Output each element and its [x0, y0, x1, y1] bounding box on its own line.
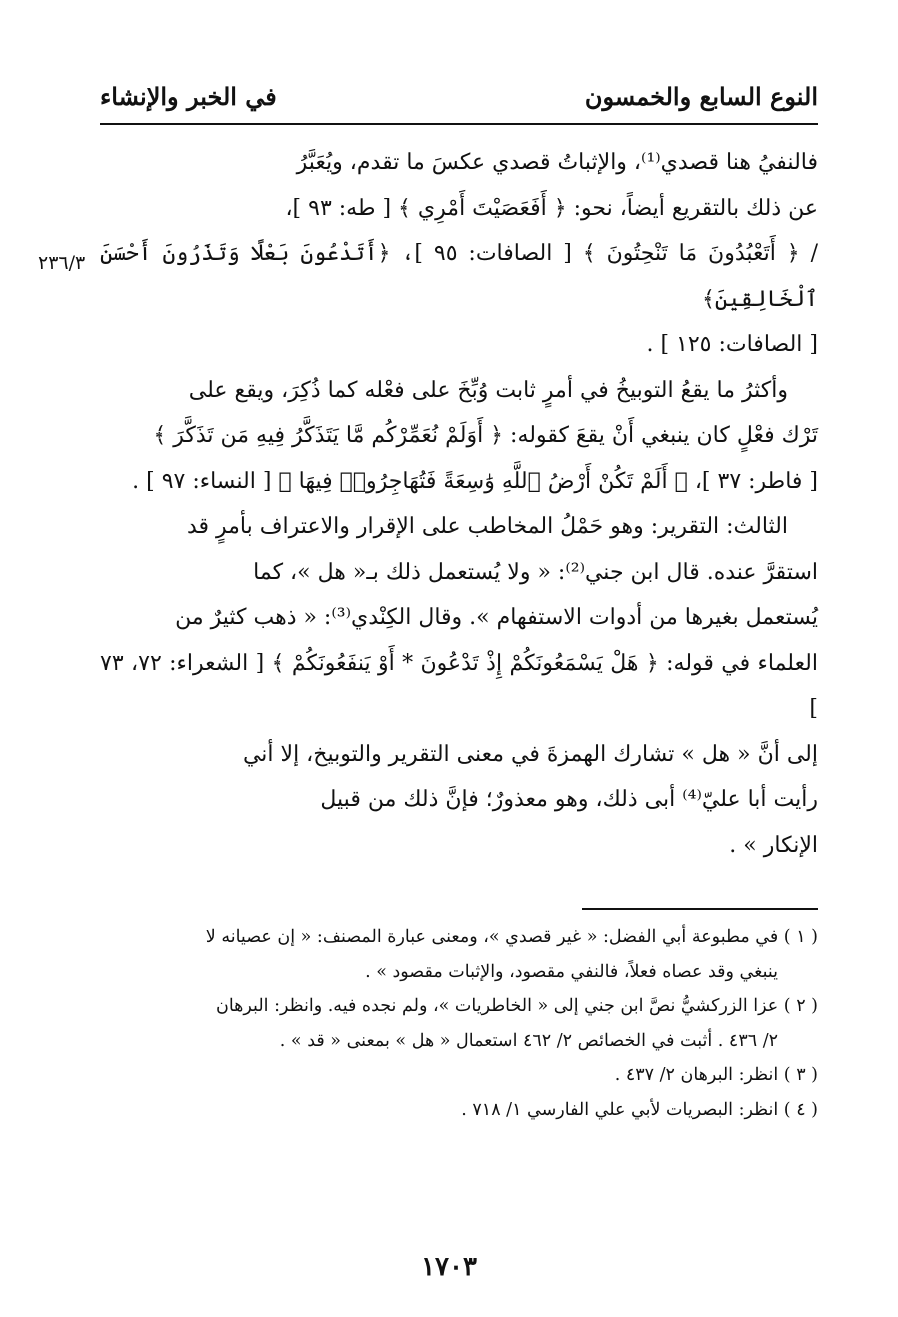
text-line: [ فاطر: ٣٧ ]، ﴿ أَلَمْ تَكُنْ أَرْضُ ٱللَّهِ وَٰسِعَةً فَتُهَاجِرُوا۟ فِيهَا ﴾ [ النساء: ٩٧ ] .	[132, 468, 818, 494]
footnote-1: ( ١ ) في مطبوعة أبي الفضل: « غير قصدي »، ومعنى عبارة المصنف: « إن عصيانه لا	[205, 927, 818, 947]
text-line: إلى أنَّ « هل » تشارك الهمزةَ في معنى التقرير والتوبيخ، إلا أني	[242, 741, 818, 767]
section-title: في الخبر والإنشاء	[100, 82, 277, 111]
main-text	[100, 140, 818, 868]
text-line: يُستعمل بغيرها من أدوات الاستفهام ». وقال الكِنْدي⁽³⁾: « ذهب كثيرٌ من	[175, 605, 818, 630]
text-line: الإنكار » .	[729, 832, 818, 858]
footnote-rule	[582, 908, 818, 910]
text-line: استقرَّ عنده. قال ابن جني⁽²⁾: « ولا يُستعمل ذلك بـ« هل »، كما	[253, 559, 818, 585]
running-header	[100, 82, 818, 116]
chapter-title: النوع السابع والخمسون	[584, 82, 818, 111]
text-line: تَرْك فعْلٍ كان ينبغي أَنْ يقعَ كقوله: ﴿ أَوَلَمْ نُعَمِّرْكُم مَّا يَتَذَكَّرُ فِيهِ مَن تَذَكَّرَ ﴾	[153, 423, 818, 448]
footnote-2: ( ٢ ) عزا الزركشيُّ نصَّ ابن جني إلى « الخاطريات »، ولم نجده فيه. وانظر: البرهان	[215, 996, 818, 1016]
page-number: ١٧٠٣	[421, 1252, 477, 1282]
margin-page-reference: ٢٣٦/٣	[38, 252, 86, 274]
text-line: / ﴿ أَتَعْبُدُونَ مَا تَنْحِتُونَ ﴾ [ الصافات: ٩٥ ]، ﴿أَتَدْعُونَ بَعْلًا وَتَذَرُونَ أَحْسَنَ ٱلْخَالِقِينَ﴾	[100, 241, 818, 312]
text-line: [ الصافات: ١٢٥ ] .	[646, 332, 818, 357]
text-line: رأيت أبا عليّ⁽⁴⁾ أبى ذلك، وهو معذورٌ؛ فإنَّ ذلك من قبيل	[320, 787, 818, 812]
footnote-4: ( ٤ ) انظر: البصريات لأبي علي الفارسي ١/ ٧١٨ .	[461, 1099, 818, 1120]
text-line: العلماء في قوله: ﴿ هَلْ يَسْمَعُونَكُمْ إِذْ تَدْعُونَ * أَوْ يَنفَعُونَكُمْ ﴾ [ الشعراء: ٧٢، ٧٣ ]	[100, 650, 819, 721]
footnote-1-continued: ينبغي وقد عصاه فعلاً، فالنفي مقصود، والإثبات مقصود » .	[365, 961, 778, 982]
footnotes	[100, 920, 818, 1127]
text-line: الثالث: التقرير: وهو حَمْلُ المخاطب على الإقرار والاعتراف بأمرٍ قد	[186, 514, 788, 539]
header-rule	[100, 123, 818, 125]
footnote-2-continued: ٢/ ٤٣٦ . أثبت في الخصائص ٢/ ٤٦٢ استعمال « هل » بمعنى « قد » .	[279, 1030, 778, 1051]
text-line: فالنفيُ هنا قصدي⁽¹⁾، والإثباتُ قصدي عكسَ ما تقدم، ويُعَبَّرُ	[296, 150, 818, 175]
text-line: عن ذلك بالتقريع أيضاً، نحو: ﴿ أَفَعَصَيْتَ أَمْرِي ﴾ [ طه: ٩٣ ]،	[285, 195, 818, 221]
text-line: وأكثرُ ما يقعُ التوبيخُ في أمرٍ ثابت وُبِّخَ على فعْله كما ذُكِرَ، ويقع على	[188, 377, 788, 403]
footnote-3: ( ٣ ) انظر: البرهان ٢/ ٤٣٧ .	[614, 1065, 818, 1085]
